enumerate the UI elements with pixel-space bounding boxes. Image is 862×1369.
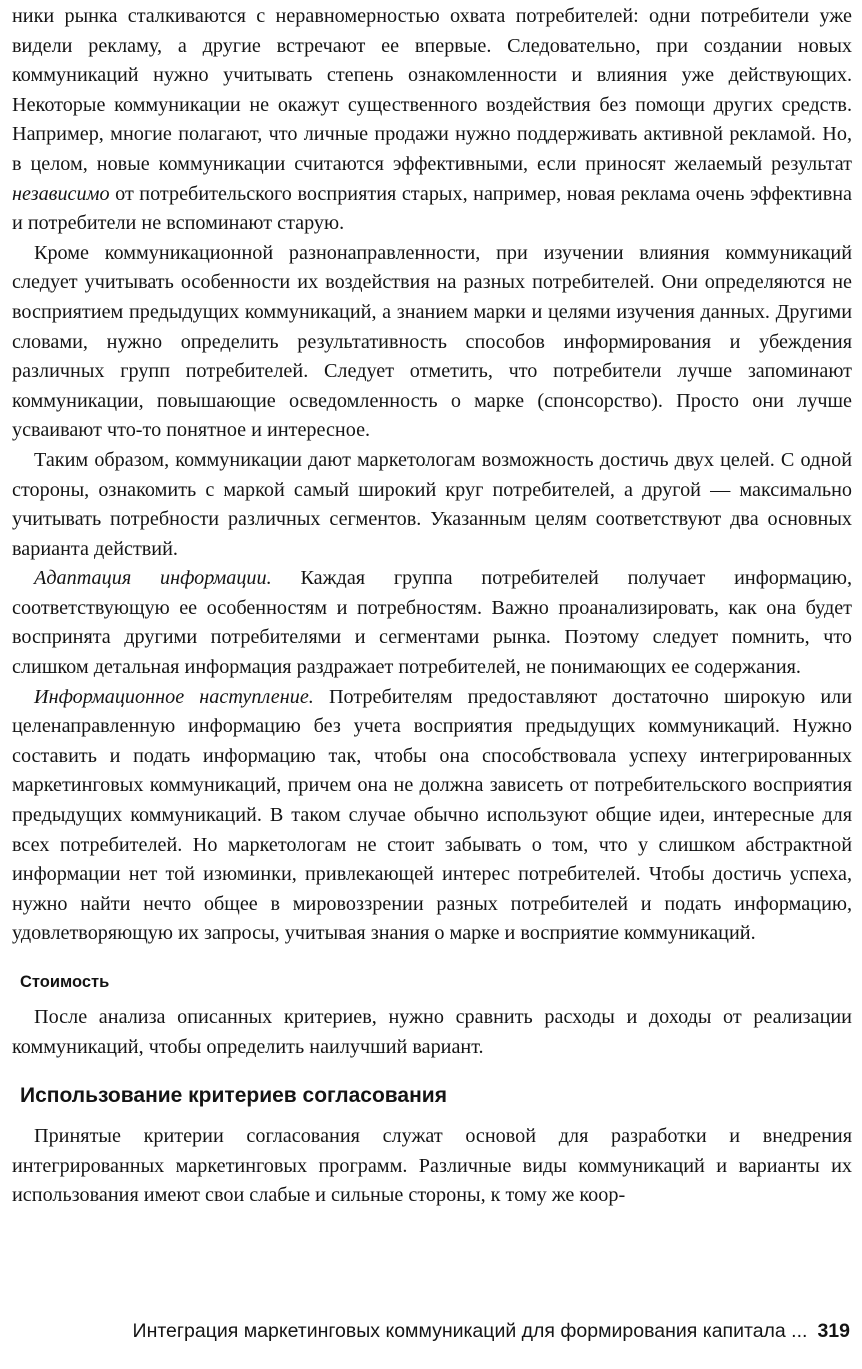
paragraph-5-run-in-heading: Информационное наступление. xyxy=(34,685,314,708)
page-footer xyxy=(0,1318,850,1344)
paragraph-4-run-in-heading: Адаптация информации. xyxy=(34,567,272,590)
paragraph-cost xyxy=(12,1003,852,1062)
subheading-cost: Стоимость xyxy=(20,973,110,991)
section-heading: Использование критериев согласования xyxy=(20,1084,447,1108)
paragraph-5 xyxy=(12,683,852,949)
running-title: Интеграция маркетинговых коммуникаций для формирования капитала ... xyxy=(132,1320,808,1342)
paragraph-4-text: Каждая группа потребителей получает информацию, соответствующую ее особенностям и потребностям. Важно проанализировать, как она будет воспринята другими потребителями и сегментами рынка. Поэтому следует помнить, что слишком детальная информация раздражает потребителей, не понимающих ее содержания. xyxy=(12,567,853,679)
paragraph-1-text: ники рынка сталкиваются с неравномерностью охвата потребителей: одни потребители уже видели рекламу, а другие встречают ее впервые. Следовательно, при создании новых коммуникаций нужно учитывать степень ознакомленности и влияния уже действующих. Некоторые коммуникации не окажут существенного воздействия без помощи других средств. Например, многие полагают, что личные продажи нужно поддерживать активной рекламой. Но, в целом, новые коммуникации считаются эффективными, если приносят желаемый результат xyxy=(12,5,852,175)
paragraph-cost-text: После анализа описанных критериев, нужно сравнить расходы и доходы от реализации коммуникаций, чтобы определить наилучший вариант. xyxy=(12,1006,852,1058)
paragraph-section-text: Принятые критерии согласования служат основой для разработки и внедрения интегрированных маркетинговых программ. Различные виды коммуникаций и варианты их использования имеют свои слабые и сильные стороны, к тому же коор- xyxy=(12,1125,852,1207)
paragraph-5-text: Потребителям предоставляют достаточно широкую или целенаправленную информацию без учета восприятия предыдущих коммуникаций. Нужно составить и подать информацию так, чтобы она способствовала успеху интегрированных маркетинговых коммуникаций, причем она не должна зависеть от потребительского восприятия предыдущих коммуникаций. В таком случае обычно используют общие идеи, интересные для всех потребителей. Но маркетологам не стоит забывать о том, что у слишком абстрактной информации нет той изюминки, привлекающей интерес потребителей. Чтобы достичь успеха, нужно найти нечто общее в мировоззрении разных потребителей и подать информацию, удовлетворяющую их запросы, учитывая знания о марке и восприятие коммуникаций. xyxy=(12,685,852,945)
page-number: 319 xyxy=(817,1320,850,1342)
paragraph-4 xyxy=(12,564,852,682)
paragraph-1-emphasis: независимо xyxy=(12,182,110,205)
paragraph-2-text: Кроме коммуникационной разнонаправленности, при изучении влияния коммуникаций следует учитывать особенности их воздействия на разных потребителей. Они определяются не восприятием предыдущих коммуникаций, а знанием марки и целями изучения данных. Другими словами, нужно определить результативность способов информирования и убеждения различных групп потребителей. Следует отметить, что потребители лучше запоминают коммуникации, повышающие осведомленность о марке (спонсорство). Просто они лучше усваивают что-то понятное и интересное. xyxy=(12,241,852,442)
paragraph-1 xyxy=(12,2,852,239)
paragraph-3-text: Таким образом, коммуникации дают маркетологам возможность достичь двух целей. С одной стороны, ознакомить с маркой самый широкий круг потребителей, а другой — максимально учитывать потребности различных сегментов. Указанным целям соответствуют два основных варианта действий. xyxy=(12,448,852,560)
paragraph-1-tail: от потребительского восприятия старых, например, новая реклама очень эффективна и потребители не вспоминают старую. xyxy=(12,182,852,235)
paragraph-2 xyxy=(12,239,852,446)
paragraph-3 xyxy=(12,446,852,564)
paragraph-section xyxy=(12,1122,852,1211)
